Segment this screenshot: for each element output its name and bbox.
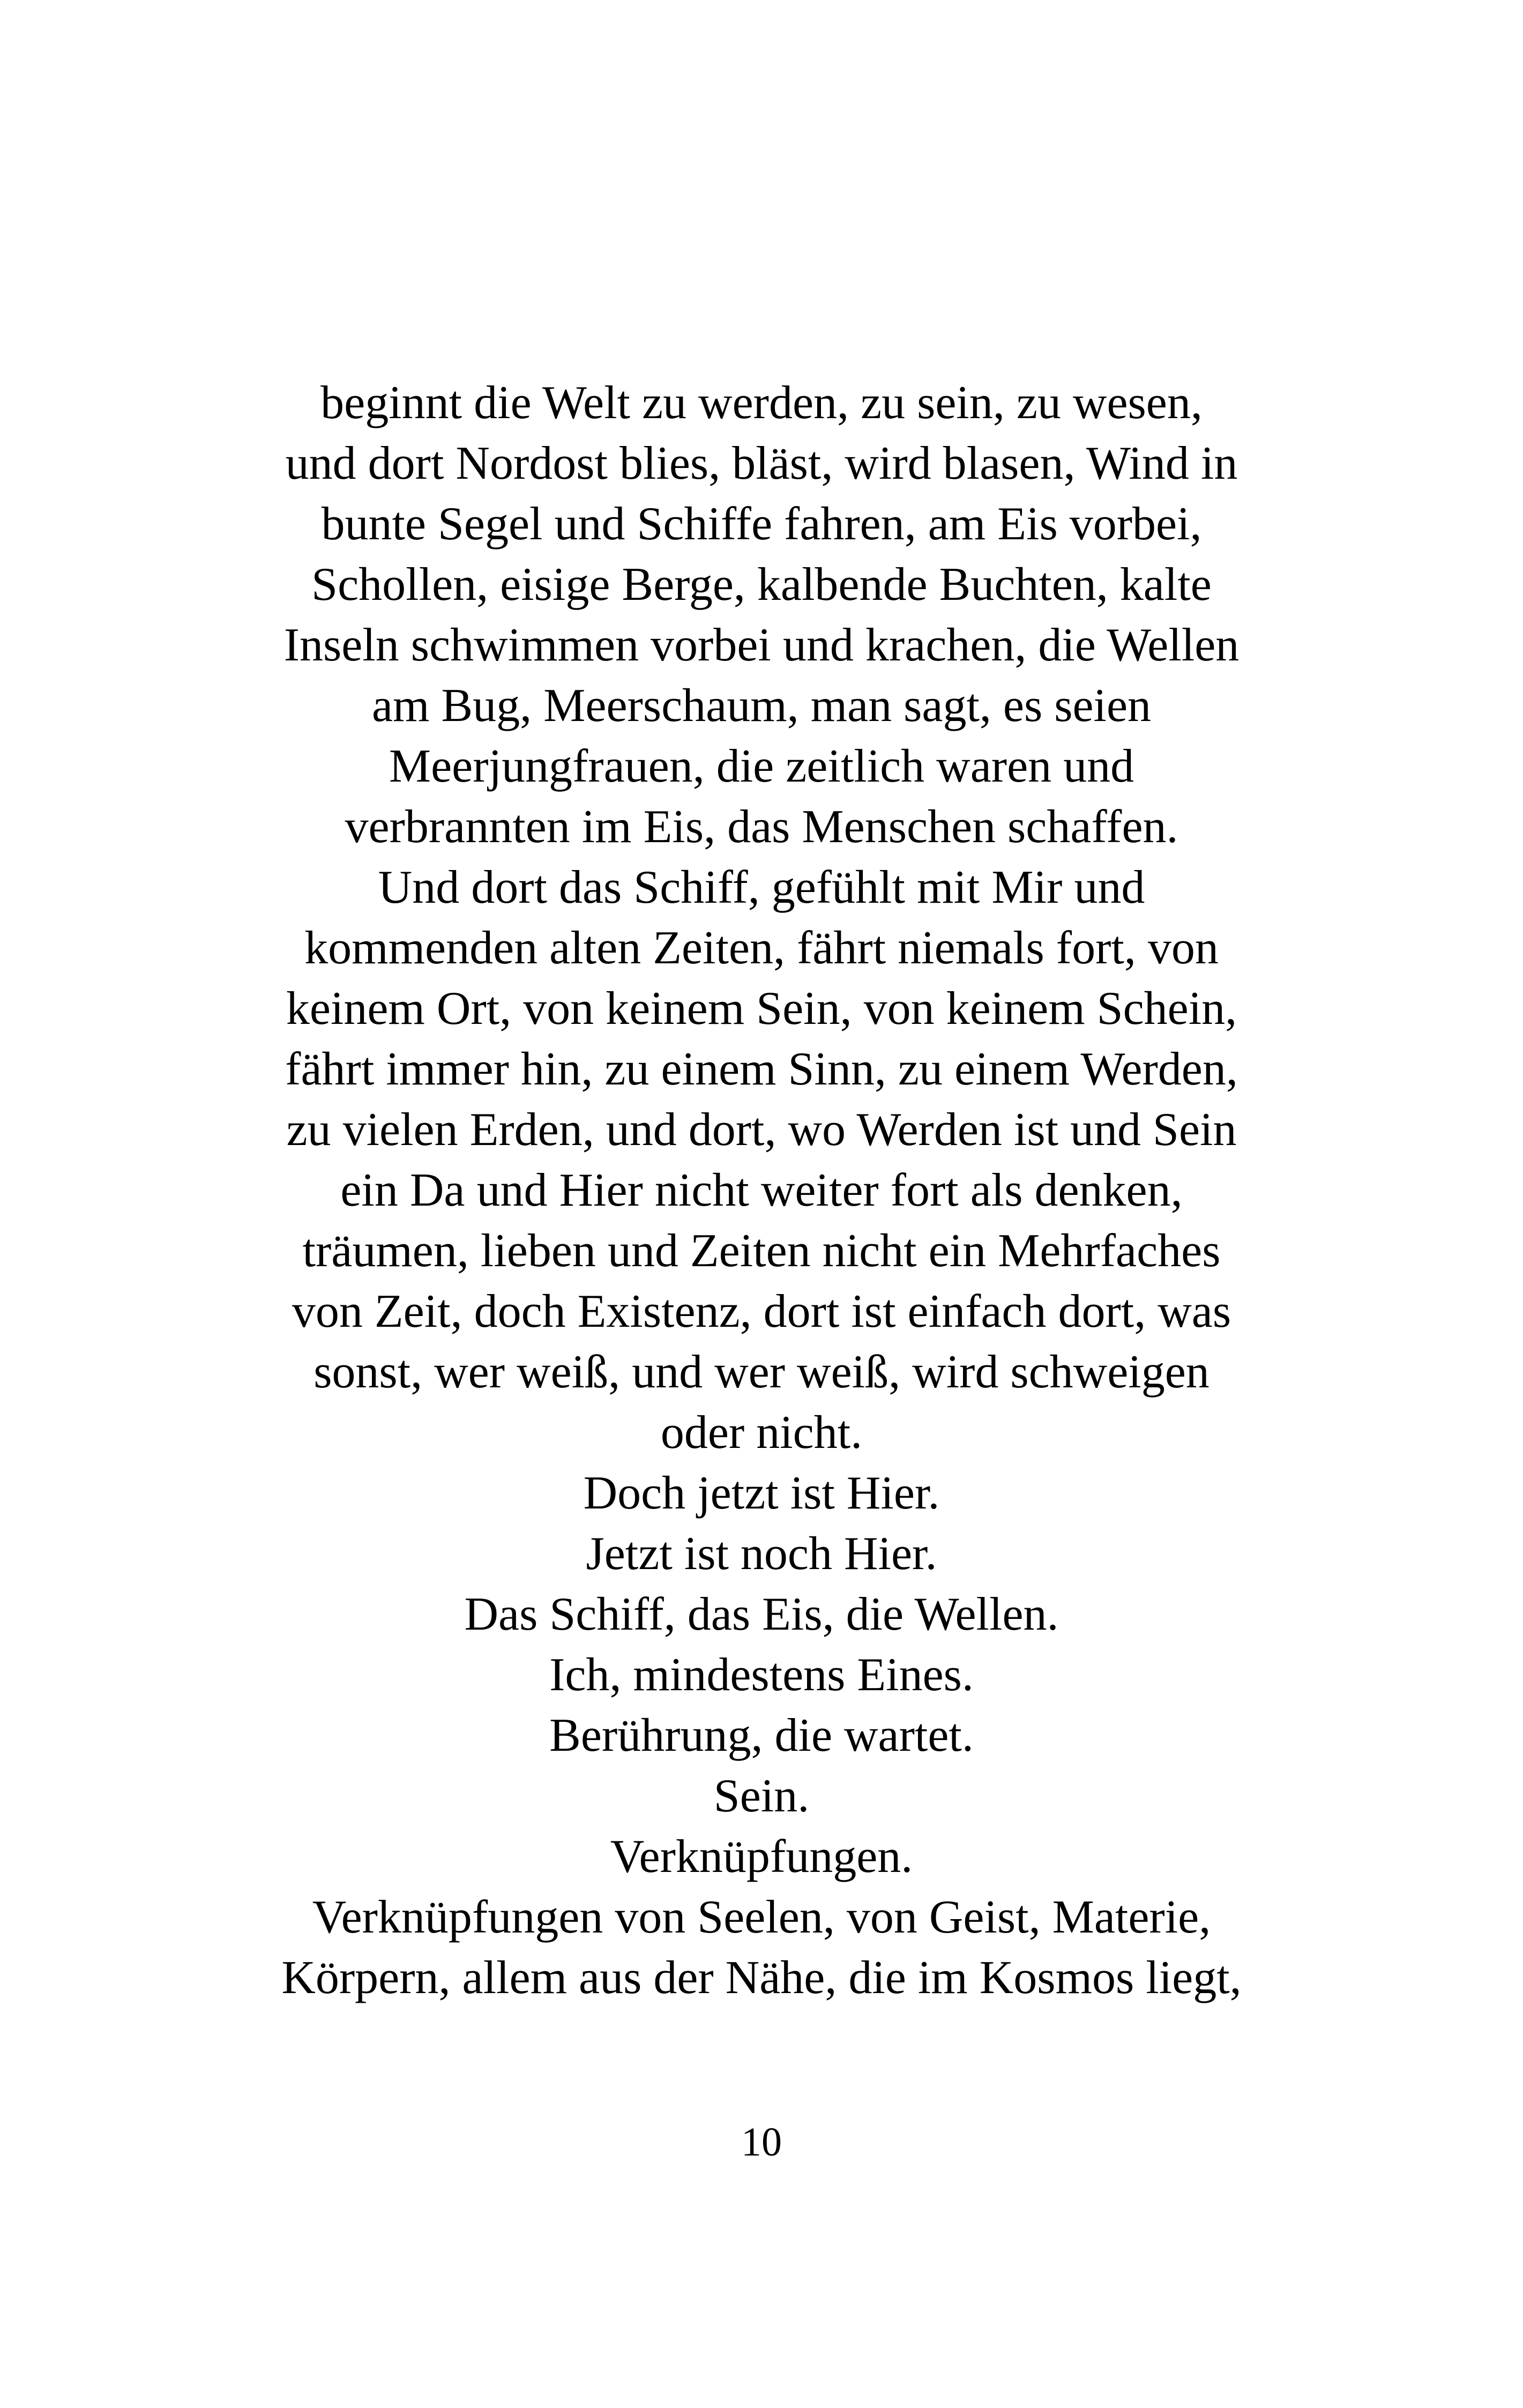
poem-line: oder nicht. bbox=[660, 1407, 863, 1459]
poem-line: beginnt die Welt zu werden, zu sein, zu wesen, bbox=[320, 377, 1203, 429]
poem-line: Schollen, eisige Berge, kalbende Buchten, kalte bbox=[311, 559, 1212, 611]
poem-line: Verknüpfungen. bbox=[610, 1831, 913, 1883]
poem-line: Inseln schwimmen vorbei und krachen, die Wellen bbox=[283, 619, 1240, 671]
poem-line: Verknüpfungen von Seelen, von Geist, Materie, bbox=[312, 1891, 1211, 1943]
poem-line: verbrannten im Eis, das Menschen schaffen. bbox=[345, 801, 1178, 853]
poem-line: Meerjungfrauen, die zeitlich waren und bbox=[389, 740, 1134, 792]
poem-line: keinem Ort, von keinem Sein, von keinem Schein, bbox=[286, 983, 1237, 1035]
poem-line: und dort Nordost blies, bläst, wird blasen, Wind in bbox=[285, 437, 1238, 489]
page-number: 10 bbox=[741, 2120, 782, 2165]
poem-line: am Bug, Meerschaum, man sagt, es seien bbox=[371, 680, 1152, 732]
poem-line: ein Da und Hier nicht weiter fort als denken, bbox=[340, 1164, 1183, 1216]
poem-line: träumen, lieben und Zeiten nicht ein Mehrfaches bbox=[302, 1225, 1221, 1277]
poem-line: Jetzt ist noch Hier. bbox=[586, 1528, 937, 1580]
poem-line: zu vielen Erden, und dort, wo Werden ist und Sein bbox=[286, 1104, 1237, 1156]
poem-line: sonst, wer weiß, und wer weiß, wird schweigen bbox=[313, 1346, 1210, 1398]
poem-text-block bbox=[0, 373, 1523, 2008]
poem-line: Und dort das Schiff, gefühlt mit Mir und bbox=[378, 861, 1145, 913]
poem-line: von Zeit, doch Existenz, dort ist einfach dort, was bbox=[292, 1285, 1231, 1337]
poem-line: fährt immer hin, zu einem Sinn, zu einem Werden, bbox=[285, 1043, 1238, 1095]
poem-line: Berührung, die wartet. bbox=[549, 1710, 974, 1762]
poem-line: Körpern, allem aus der Nähe, die im Kosmos liegt, bbox=[281, 1952, 1242, 2004]
poem-line: bunte Segel und Schiffe fahren, am Eis vorbei, bbox=[321, 498, 1202, 550]
poem-line: Doch jetzt ist Hier. bbox=[583, 1467, 940, 1519]
poem-line: Ich, mindestens Eines. bbox=[549, 1649, 974, 1701]
poem-line: Das Schiff, das Eis, die Wellen. bbox=[464, 1588, 1059, 1640]
poem-line: Sein. bbox=[713, 1770, 810, 1822]
poem-line: kommenden alten Zeiten, fährt niemals fort, von bbox=[304, 922, 1219, 974]
